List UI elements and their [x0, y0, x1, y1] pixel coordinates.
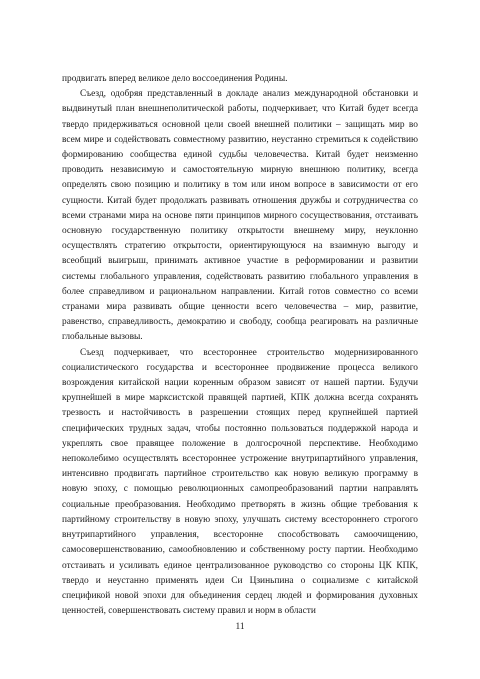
paragraph-party-building: Съезд подчеркивает, что всестороннее строительство модернизированного социалистического государства и всестороннее продвижение процесса великого возрождения китайской нации коренным образом зависят от нашей партии. Будучи крупнейшей в мире марксистской правящей партией, КПК должна всегда сохранять трезвость и настойчивость в разрешении стоящих перед крупнейшей партией специфических трудных задач, чтобы постоянно пользоваться поддержкой народа и укреплять свое правящее положение в долгосрочной перспективе. Необходимо непоколебимо осуществлять всестороннее устрожение внутрипартийного управления, интенсивно продвигать партийное строительство как новую великую программу в новую эпоху, с помощью революционных самопреобразований партии направлять социальные преобразования. Необходимо претворять в жизнь общие требования к партийному строительству в новую эпоху, улучшать систему всестороннего строгого внутрипартийного управления, всесторонне способствовать самоочищению, самосовершенствованию, самообновлению и собственному росту партии. Необходимо отстаивать и усиливать единое централизованное руководство со стороны ЦК КПК, твердо и неустанно применять идеи Си Цзиньпина о социализме с китайской спецификой новой эпохи для объединения сердец людей и формирования духовных ценностей, совершенствовать систему правил и норм в области	[62, 347, 418, 617]
paragraph-foreign-policy: Съезд, одобряя представленный в докладе анализ международной обстановки и выдвинутый план внешнеполитической работы, подчеркивает, что Китай будет всегда твердо придерживаться основной цели своей внешней политики – защищать мир во всем мире и содействовать совместному развитию, неустанно стремиться к содействию формированию сообщества единой судьбы человечества. Китай будет неизменно проводить независимую и самостоятельную мирную внешнюю политику, всегда определять свою позицию и политику в том или ином вопросе в зависимости от его сущности. Китай будет продолжать развивать отношения дружбы и сотрудничества со всеми странами мира на основе пяти принципов мирного сосуществования, отстаивать основную государственную политику открытости внешнему миру, неуклонно осуществлять стратегию открытости, ориентирующуюся на взаимную выгоду и всеобщий выигрыш, принимать активное участие в реформировании и развитии системы глобального управления, содействовать развитию глобального управления в более справедливом и рациональном направлении. Китай готов совместно со всеми странами мира развивать общие ценности всего человечества – мир, развитие, равенство, справедливость, демократию и свободу, сообща реагировать на различные глобальные вызовы.	[62, 89, 418, 343]
page-number: 11	[235, 622, 245, 632]
body-text	[62, 72, 418, 619]
paragraph-continuation: продвигать вперед великое дело воссоединения Родины.	[62, 74, 288, 84]
